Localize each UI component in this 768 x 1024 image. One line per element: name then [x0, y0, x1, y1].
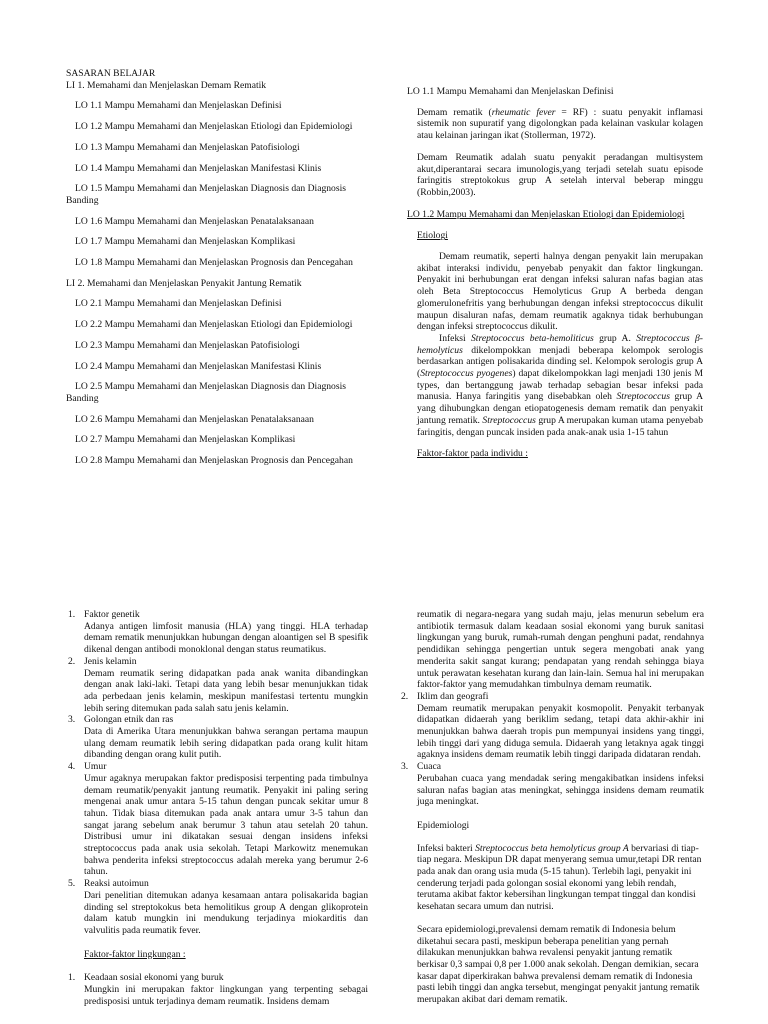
li1-heading: LI 1. Memahami dan Menjelaskan Demam Rematik — [66, 79, 267, 91]
lo-item: LO 2.4 Mampu Memahami dan Menjelaskan Manifestasi Klinis — [75, 360, 322, 372]
faktor-lingkungan-heading: Faktor-faktor lingkungan : — [84, 948, 186, 960]
individual-factors-column — [66, 609, 368, 1008]
lo-item: LO 1.8 Mampu Memahami dan Menjelaskan Prognosis dan Pencegahan — [75, 257, 353, 269]
list-item-title: Golongan etnik dan ras — [84, 714, 174, 726]
list-item-title: Umur — [84, 761, 107, 773]
socioeconomic-continuation: reumatik di negara-negara yang sudah maju, jelas menurun sebelum era antibiotik termasuk dalam keadaan sosial ekonomi yang buruk sanitasi lingkungan yang buruk, rumah-rumah dengan penghuni padat, rendahnya pendidikan sehingga pengertian untuk segera mengobati anak yang menderita sakit sangat kurang; pendapatan yang rendah sehingga biaya untuk perawatan kesehatan kurang dan lain-lain. Semua hal ini merupakan faktor-faktor yang memudahkan timbulnya demam reumatik. — [417, 609, 704, 691]
lo-item: LO 1.2 Mampu Memahami dan Menjelaskan Etiologi dan Epidemiologi — [75, 121, 353, 133]
lo-item: LO 2.3 Mampu Memahami dan Menjelaskan Patofisiologi — [75, 339, 300, 351]
list-item: 5. Reaksi autoimun Dari penelitian ditemukan adanya kesamaan antara polisakarida bagian dinding sel streptokokus beta hemolitikus group A dengan glikoprotein dalam katub mungkin ini mendukung terjadinya miokarditis dan valvulitis pada reumatik fever. — [68, 878, 368, 936]
list-item: 2. Iklim dan geografi Demam reumatik merupakan penyakit kosmopolit. Penyakit terbanyak didapatkan didaerah yang beriklim sedang, tetapi data akhir-akhir ini menunjukkan bahwa daerah tropis pun mempunyai insidens yang tinggi, lebih tinggi dari yang diduga semula. Didaerah yang letaknya agak tinggi agaknya insidens demam reumatik lebih tinggi daripada didataran rendah. — [401, 690, 704, 761]
list-item-body: Data di Amerika Utara menunjukkan bahwa serangan pertama maupun ulang demam reumatik lebih sering didapatkan pada orang kulit hitam dibanding dengan orang kulit putih. — [84, 726, 368, 761]
list-item-body: Demam reumatik sering didapatkan pada anak wanita dibandingkan dengan anak laki-laki. Tetapi data yang lebih besar menunjukkan tidak ada perbedaan jenis kelamin, meskipun manifestasi tertentu mungkin lebih sering ditemukan pada salah satu jenis kelamin. — [84, 667, 368, 714]
definition-paragraph-2: Demam Reumatik adalah suatu penyakit peradangan multisystem akut,diperantarai secara imunologis,yang terjadi setelah suatu episode faringitis streptokokus grup A setelah interval beberap minggu (Robbin,2003). — [417, 151, 703, 198]
li2-heading: LI 2. Memahami dan Menjelaskan Penyakit Jantung Rematik — [66, 277, 302, 289]
definition-etiology-column — [407, 86, 703, 460]
lo-item: LO 1.3 Mampu Memahami dan Menjelaskan Patofisiologi — [75, 141, 300, 153]
etiologi-paragraph-1: Demam reumatik, seperti halnya dengan penyakit lain merupakan akibat interaksi individu, penyebab penyakit dan faktor lingkungan. Penyakit ini berhubungan erat dengan infeksi saluran nafas bagian atas oleh Beta Streptococcus Hemolyticus Grup A berbeda dengan glomerulonefritis yang berhubungan dengan infeksi streptococcus dikulit maupun disaluran nafas, demam reumatik agaknya tidak berhubungan dengan infeksi streptococcus dikulit. — [417, 251, 703, 333]
environment-factors-list-continued — [399, 691, 704, 808]
list-item-body: Adanya antigen limfosit manusia (HLA) yang tinggi. HLA terhadap demam rematik menunjukkan hubungan dengan aloantigen sel B spesifik dikenal dengan antibodi monoklonal dengan status reumatikus. — [84, 620, 368, 656]
list-item-title: Iklim dan geografi — [417, 690, 489, 702]
list-item: 2. Jenis kelamin Demam reumatik sering didapatkan pada anak wanita dibandingkan dengan anak laki-laki. Tetapi data yang lebih besar menunjukkan tidak ada perbedaan jenis kelamin, meskipun manifestasi tertentu mungkin lebih sering ditemukan pada salah satu jenis kelamin. — [68, 655, 368, 714]
lo-item: LO 2.6 Mampu Memahami dan Menjelaskan Penatalaksanaan — [75, 413, 314, 425]
lo11-heading: LO 1.1 Mampu Memahami dan Menjelaskan Definisi — [407, 86, 614, 97]
lo12-heading: LO 1.2 Mampu Memahami dan Menjelaskan Etiologi dan Epidemiologi — [407, 208, 685, 220]
lo-item: LO 2.8 Mampu Memahami dan Menjelaskan Prognosis dan Pencegahan — [75, 455, 353, 467]
list-item-body: Dari penelitian ditemukan adanya kesamaan antara polisakarida bagian dinding sel streptokokus beta hemolitikus group A dengan glikoprotein dalam katub mungkin ini mendukung terjadinya miokarditis dan valvulitis pada reumatik fever. — [84, 889, 368, 936]
lo-item: LO 1.6 Mampu Memahami dan Menjelaskan Penatalaksanaan — [75, 215, 314, 227]
epidemiologi-paragraph-1: Infeksi bakteri Streptococcus beta hemolyticus group A bervariasi di tiap-tiap negara. Meskipun DR dapat menyerang semua umur,tetapi DR rentan pada anak dan orang usia muda (5-15 tahun). Terlebih lagi, penyakit ini cenderung terjadi pada golongan sosial ekonomi yang lebih rendah, terutama akibat faktor kebersihan lingkungan tempat tinggal dan kondisi kesehatan secara umum dan nutrisi. — [417, 842, 702, 913]
list-item: 3. Cuaca Perubahan cuaca yang mendadak sering mengakibatkan insidens infeksi saluran nafas bagian atas meningkat, sehingga insidens demam reumatik juga meningkat. — [401, 761, 704, 808]
definition-paragraph-1: Demam rematik (rheumatic fever = RF) : suatu penyakit inflamasi sistemik non supuratif yang digolongkan pada kelainan vaskular kolagen atau kelainan jaringan ikat (Stollerman, 1972). — [417, 106, 703, 142]
lo-item: LO 2.5 Mampu Memahami dan Menjelaskan Diagnosis dan Diagnosis Banding — [66, 381, 346, 404]
epidemiologi-heading: Epidemiologi — [417, 819, 470, 831]
list-item: 4. Umur Umur agaknya merupakan faktor predisposisi terpenting pada timbulnya demam reumatik/penyakit jantung reumatik. Penyakit ini paling sering mengenai anak umur antara 5-15 tahun dengan puncak sekitar umur 8 tahun. Tidak biasa ditemukan pada anak antara umur 3-5 tahun dan sangat jarang sebelum anak berumur 3 tahun atau setelah 20 tahun. Distribusi umur ini dikatakan sesuai dengan insidens infeksi streptococcus pada anak usia sekolah. Tetapi Markowitz menemukan bahwa penderita infeksi streptococcus adalah mereka yang berumur 2-6 tahun. — [68, 761, 368, 878]
individual-factors-list — [66, 609, 368, 937]
etiologi-paragraph-2: Infeksi Streptococcus beta-hemoliticus grup A. Streptococcus β-hemolyticus dikelompokkan menjadi beberapa kelompok serologis berdasarkan antigen polisakarida dinding sel. Kelompok serologis grup A (Streptococcus pyogenes) dapat dikelompokkan lagi menjadi 130 jenis M types, dan bertanggung jawab terhadap sebagian besar infeksi pada manusia. Hanya faringitis yang disebabkan oleh Streptococcus grup A yang dihubungkan dengan etiopatogenesis demam rematik dan penyakit jantung rematik. Streptococcus grup A merupakan kuman utama penyebab faringitis, dengan puncak insiden pada anak-anak usia 1-15 tahun — [417, 332, 703, 438]
lo-item: LO 1.7 Mampu Memahami dan Menjelaskan Komplikasi — [75, 236, 296, 248]
epidemiologi-paragraph-2: Secara epidemiologi,prevalensi demam rematik di Indonesia belum diketahui secara pasti, meskipun beberapa penelitian yang pernah dilakukan menunjukkan bahwa revalensi penyakit jantung rematik berkisar 0,3 sampai 0,8 per 1.000 anak sekolah. Dengan demikian, secara kasar dapat diperkirakan bahwa prevalensi demam rematik di Indonesia pasti lebih tinggi dan angka tersebut, mengingat penyakit jantung rematik merupakan akibat dari demam rematik. — [417, 923, 700, 1006]
lo-item: LO 2.1 Mampu Memahami dan Menjelaskan Definisi — [75, 298, 282, 310]
environment-factors-list — [66, 972, 368, 1007]
list-item-body: Perubahan cuaca yang mendadak sering mengakibatkan insidens infeksi saluran nafas bagian atas meningkat, sehingga insidens demam reumatik juga meningkat. — [417, 772, 704, 808]
list-item-body: Demam reumatik merupakan penyakit kosmopolit. Penyakit terbanyak didapatkan didaerah yang beriklim sedang, tetapi data akhir-akhir ini menunjukkan bahwa daerah tropis pun mempunyai insidens yang tinggi, lebih tinggi dari yang diduga semula. Didaerah yang letaknya agak tinggi agaknya insidens demam reumatik lebih tinggi daripada didataran rendah. — [417, 702, 704, 761]
lo-item: LO 1.4 Mampu Memahami dan Menjelaskan Manifestasi Klinis — [75, 162, 322, 174]
list-item-title: Reaksi autoimun — [84, 878, 149, 890]
list-item: 3. Golongan etnik dan ras Data di Amerika Utara menunjukkan bahwa serangan pertama maupun ulang demam reumatik lebih sering didapatkan pada orang kulit hitam dibanding dengan orang kulit putih. — [68, 714, 368, 761]
li2-lo-list — [66, 298, 364, 466]
learning-objectives-column — [66, 68, 364, 467]
list-item: 1. Keadaan sosial ekonomi yang buruk Mungkin ini merupakan faktor lingkungan yang terpenting sebagai predisposisi untuk terjadinya demam reumatik. Insidens demam — [68, 972, 368, 1007]
list-item-title: Faktor genetik — [84, 609, 140, 620]
lo-item: LO 2.2 Mampu Memahami dan Menjelaskan Etiologi dan Epidemiologi — [75, 319, 353, 331]
list-item: 1. Faktor genetik Adanya antigen limfosit manusia (HLA) yang tinggi. HLA terhadap demam rematik menunjukkan hubungan dengan aloantigen sel B spesifik dikenal dengan antibodi monoklonal dengan status reumatikus. — [68, 609, 368, 656]
faktor-individu-heading: Faktor-faktor pada individu : — [417, 448, 528, 460]
list-item-body: Umur agaknya merupakan faktor predisposisi terpenting pada timbulnya demam reumatik/penyakit jantung reumatik. Penyakit ini paling sering mengenai anak umur antara 5-15 tahun dengan puncak sekitar umur 8 tahun. Tidak biasa ditemukan pada anak antara umur 3-5 tahun dan sangat jarang sebelum anak berumur 3 tahun atau setelah 20 tahun. Distribusi umur ini dikatakan sesuai dengan insidens infeksi streptococcus pada anak usia sekolah. Tetapi Markowitz menemukan bahwa penderita infeksi streptococcus adalah mereka yang berumur 2-6 tahun. — [84, 772, 368, 878]
lo-item: LO 2.7 Mampu Memahami dan Menjelaskan Komplikasi — [75, 434, 296, 446]
etiologi-heading: Etiologi — [417, 230, 448, 242]
list-item-title: Keadaan sosial ekonomi yang buruk — [84, 972, 224, 984]
list-item-body: Mungkin ini merupakan faktor lingkungan yang terpenting sebagai predisposisi untuk terjadinya demam reumatik. Insidens demam — [84, 984, 368, 1007]
list-item-title: Cuaca — [417, 761, 441, 773]
environment-epidemiology-column — [399, 609, 704, 1006]
lo-item: LO 1.1 Mampu Memahami dan Menjelaskan Definisi — [75, 100, 282, 112]
list-item-title: Jenis kelamin — [84, 655, 137, 667]
sasaran-belajar-heading: SASARAN BELAJAR — [66, 68, 156, 79]
li1-lo-list — [66, 100, 364, 268]
lo-item: LO 1.5 Mampu Memahami dan Menjelaskan Diagnosis dan Diagnosis Banding — [66, 183, 346, 206]
